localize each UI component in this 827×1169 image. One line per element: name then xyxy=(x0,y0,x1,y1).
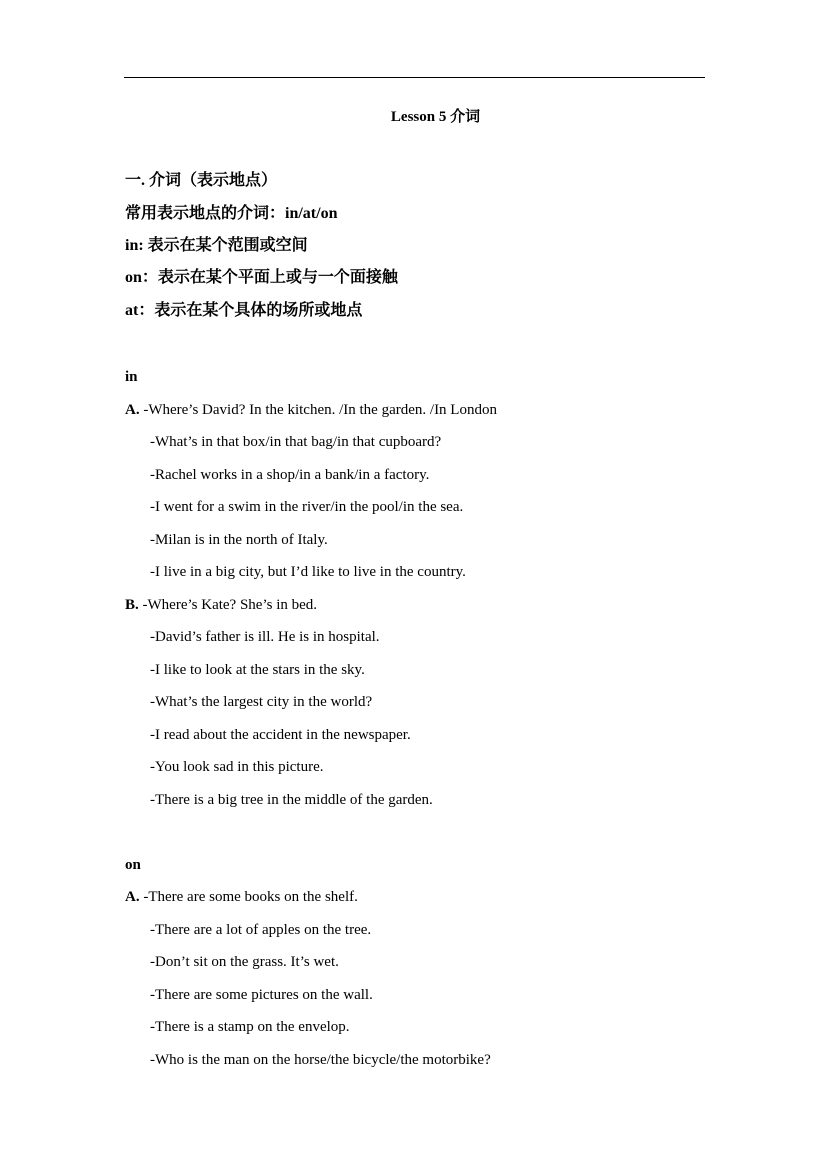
example-sentence: -There are some pictures on the wall. xyxy=(150,987,373,1003)
in-group-b-first xyxy=(125,595,317,615)
in-group-a-first xyxy=(125,400,497,420)
example-sentence: -I went for a swim in the river/in the pool/in the sea. xyxy=(150,499,464,515)
example-sentence: -There are some books on the shelf. xyxy=(143,889,358,905)
definition-at: at：表示在某个具体的场所或地点 xyxy=(125,302,363,319)
example-sentence: -Rachel works in a shop/in a bank/in a factory. xyxy=(150,467,430,483)
on-group-a-first xyxy=(125,887,358,907)
group-marker: A. xyxy=(125,889,140,905)
example-sentence: -Milan is in the north of Italy. xyxy=(150,532,328,548)
example-sentence: -There are a lot of apples on the tree. xyxy=(150,922,372,938)
in-heading: in xyxy=(125,369,138,385)
example-sentence: -There is a big tree in the middle of the garden. xyxy=(150,792,433,808)
example-sentence: -I read about the accident in the newspaper. xyxy=(150,727,411,743)
group-marker: A. xyxy=(125,402,140,418)
section-heading: 一. 介词（表示地点） xyxy=(125,172,278,189)
intro-line: 常用表示地点的介词：in/at/on xyxy=(125,205,338,222)
example-sentence: -There is a stamp on the envelop. xyxy=(150,1019,350,1035)
example-sentence: -David’s father is ill. He is in hospital. xyxy=(150,629,380,645)
example-sentence: -What’s in that box/in that bag/in that cupboard? xyxy=(150,434,442,450)
example-sentence: -You look sad in this picture. xyxy=(150,759,324,775)
example-sentence: -Where’s David? In the kitchen. /In the garden. /In London xyxy=(143,402,497,418)
group-marker: B. xyxy=(125,597,139,613)
example-sentence: -I like to look at the stars in the sky. xyxy=(150,662,365,678)
example-sentence: -What’s the largest city in the world? xyxy=(150,694,373,710)
on-heading: on xyxy=(125,857,141,873)
example-sentence: -I live in a big city, but I’d like to live in the country. xyxy=(150,564,466,580)
example-sentence: -Where’s Kate? She’s in bed. xyxy=(142,597,318,613)
definition-in: in: 表示在某个范围或空间 xyxy=(125,237,308,254)
example-sentence: -Don’t sit on the grass. It’s wet. xyxy=(150,954,339,970)
definition-on: on：表示在某个平面上或与一个面接触 xyxy=(125,269,398,286)
header-rule xyxy=(124,77,705,78)
page-title: Lesson 5 介词 xyxy=(390,109,481,125)
example-sentence: -Who is the man on the horse/the bicycle/the motorbike? xyxy=(150,1052,491,1068)
